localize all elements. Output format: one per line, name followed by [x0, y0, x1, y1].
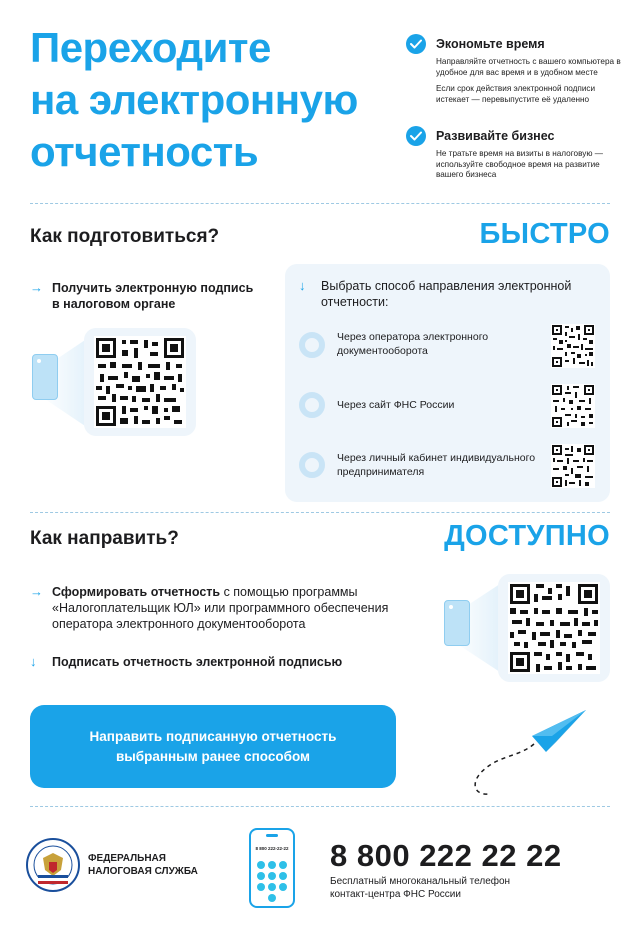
send-step-sign: ↓ Подписать отчетность электронной подписью [30, 654, 343, 669]
qr-code-fns-site[interactable] [551, 384, 595, 428]
send-step-create: → Сформировать отчетность с помощью программы «Налогоплательщик ЮЛ» или программного обеспечения оператора электронного документооборота [30, 584, 389, 631]
hotline-number[interactable]: 8 800 222 22 22 [330, 838, 562, 873]
prepare-heading: Как подготовиться? [30, 226, 220, 247]
org-name: ФЕДЕРАЛЬНАЯ НАЛОГОВАЯ СЛУЖБА [88, 853, 198, 877]
button-line: Направить подписанную отчетность [89, 728, 337, 744]
benefit-text: Если срок действия электронной подписи истекает — перевыпустите её удаленно [436, 84, 596, 104]
method-radio[interactable] [299, 452, 325, 478]
qr-code-personal-account[interactable] [551, 444, 595, 488]
qr-code-send[interactable] [508, 582, 600, 674]
method-radio[interactable] [299, 392, 325, 418]
arrow-down-icon: ↓ [30, 654, 37, 669]
hotline-caption: Бесплатный многоканальный телефон контакт-центра ФНС России [330, 876, 511, 900]
title-line-3: отчетность [30, 128, 259, 175]
benefit-save-time [406, 34, 628, 105]
arrow-down-icon: ↓ [299, 278, 306, 293]
qr-code-operator[interactable] [551, 324, 595, 368]
phone-icon [32, 354, 58, 400]
check-icon [406, 34, 426, 54]
benefit-title: Развивайте бизнес [436, 129, 555, 143]
check-icon [406, 126, 426, 146]
method-fns-site[interactable] [299, 384, 599, 432]
method-personal-account[interactable] [299, 444, 599, 492]
send-report-button[interactable] [30, 705, 396, 788]
benefit-title: Экономьте время [436, 37, 545, 51]
method-label: Через оператора электронного документооборота [337, 331, 489, 357]
methods-card [285, 264, 610, 502]
page-title [30, 22, 410, 178]
method-operator[interactable] [299, 324, 599, 372]
title-line-2: на электронную [30, 76, 358, 123]
divider [30, 203, 610, 204]
divider [30, 512, 610, 513]
method-radio[interactable] [299, 332, 325, 358]
divider [30, 806, 610, 807]
benefit-grow-business [406, 126, 628, 181]
send-label: ДОСТУПНО [444, 520, 610, 552]
send-heading: Как направить? [30, 528, 179, 549]
prepare-step-signature: → Получить электронную подпись в налоговом органе [30, 280, 254, 311]
method-label: Через сайт ФНС России [337, 399, 455, 411]
title-line-1: Переходите [30, 24, 271, 71]
benefit-text: Не тратьте время на визиты в налоговую — используйте свободное время на развитие вашего бизнеса [436, 149, 603, 179]
qr-card [498, 574, 610, 682]
arrow-right-icon: → [30, 584, 43, 599]
arrow-right-icon: → [30, 280, 43, 295]
phone-keypad-icon: 8 800 222-22-22 [249, 828, 295, 908]
phone-icon [444, 600, 470, 646]
prepare-label: БЫСТРО [479, 218, 610, 250]
method-label: Через личный кабинет индивидуального предпринимателя [337, 452, 536, 478]
qr-card [84, 328, 196, 436]
paper-plane-icon [460, 706, 590, 798]
qr-code-signature[interactable] [94, 336, 186, 428]
prepare-step-method: ↓ Выбрать способ направления электронной отчетности: [299, 278, 572, 309]
fns-emblem-icon [24, 838, 82, 892]
button-line: выбранным ранее способом [115, 748, 311, 764]
benefit-text: Направляйте отчетность с вашего компьютера в удобное для вас время и в удобном месте [436, 57, 621, 77]
